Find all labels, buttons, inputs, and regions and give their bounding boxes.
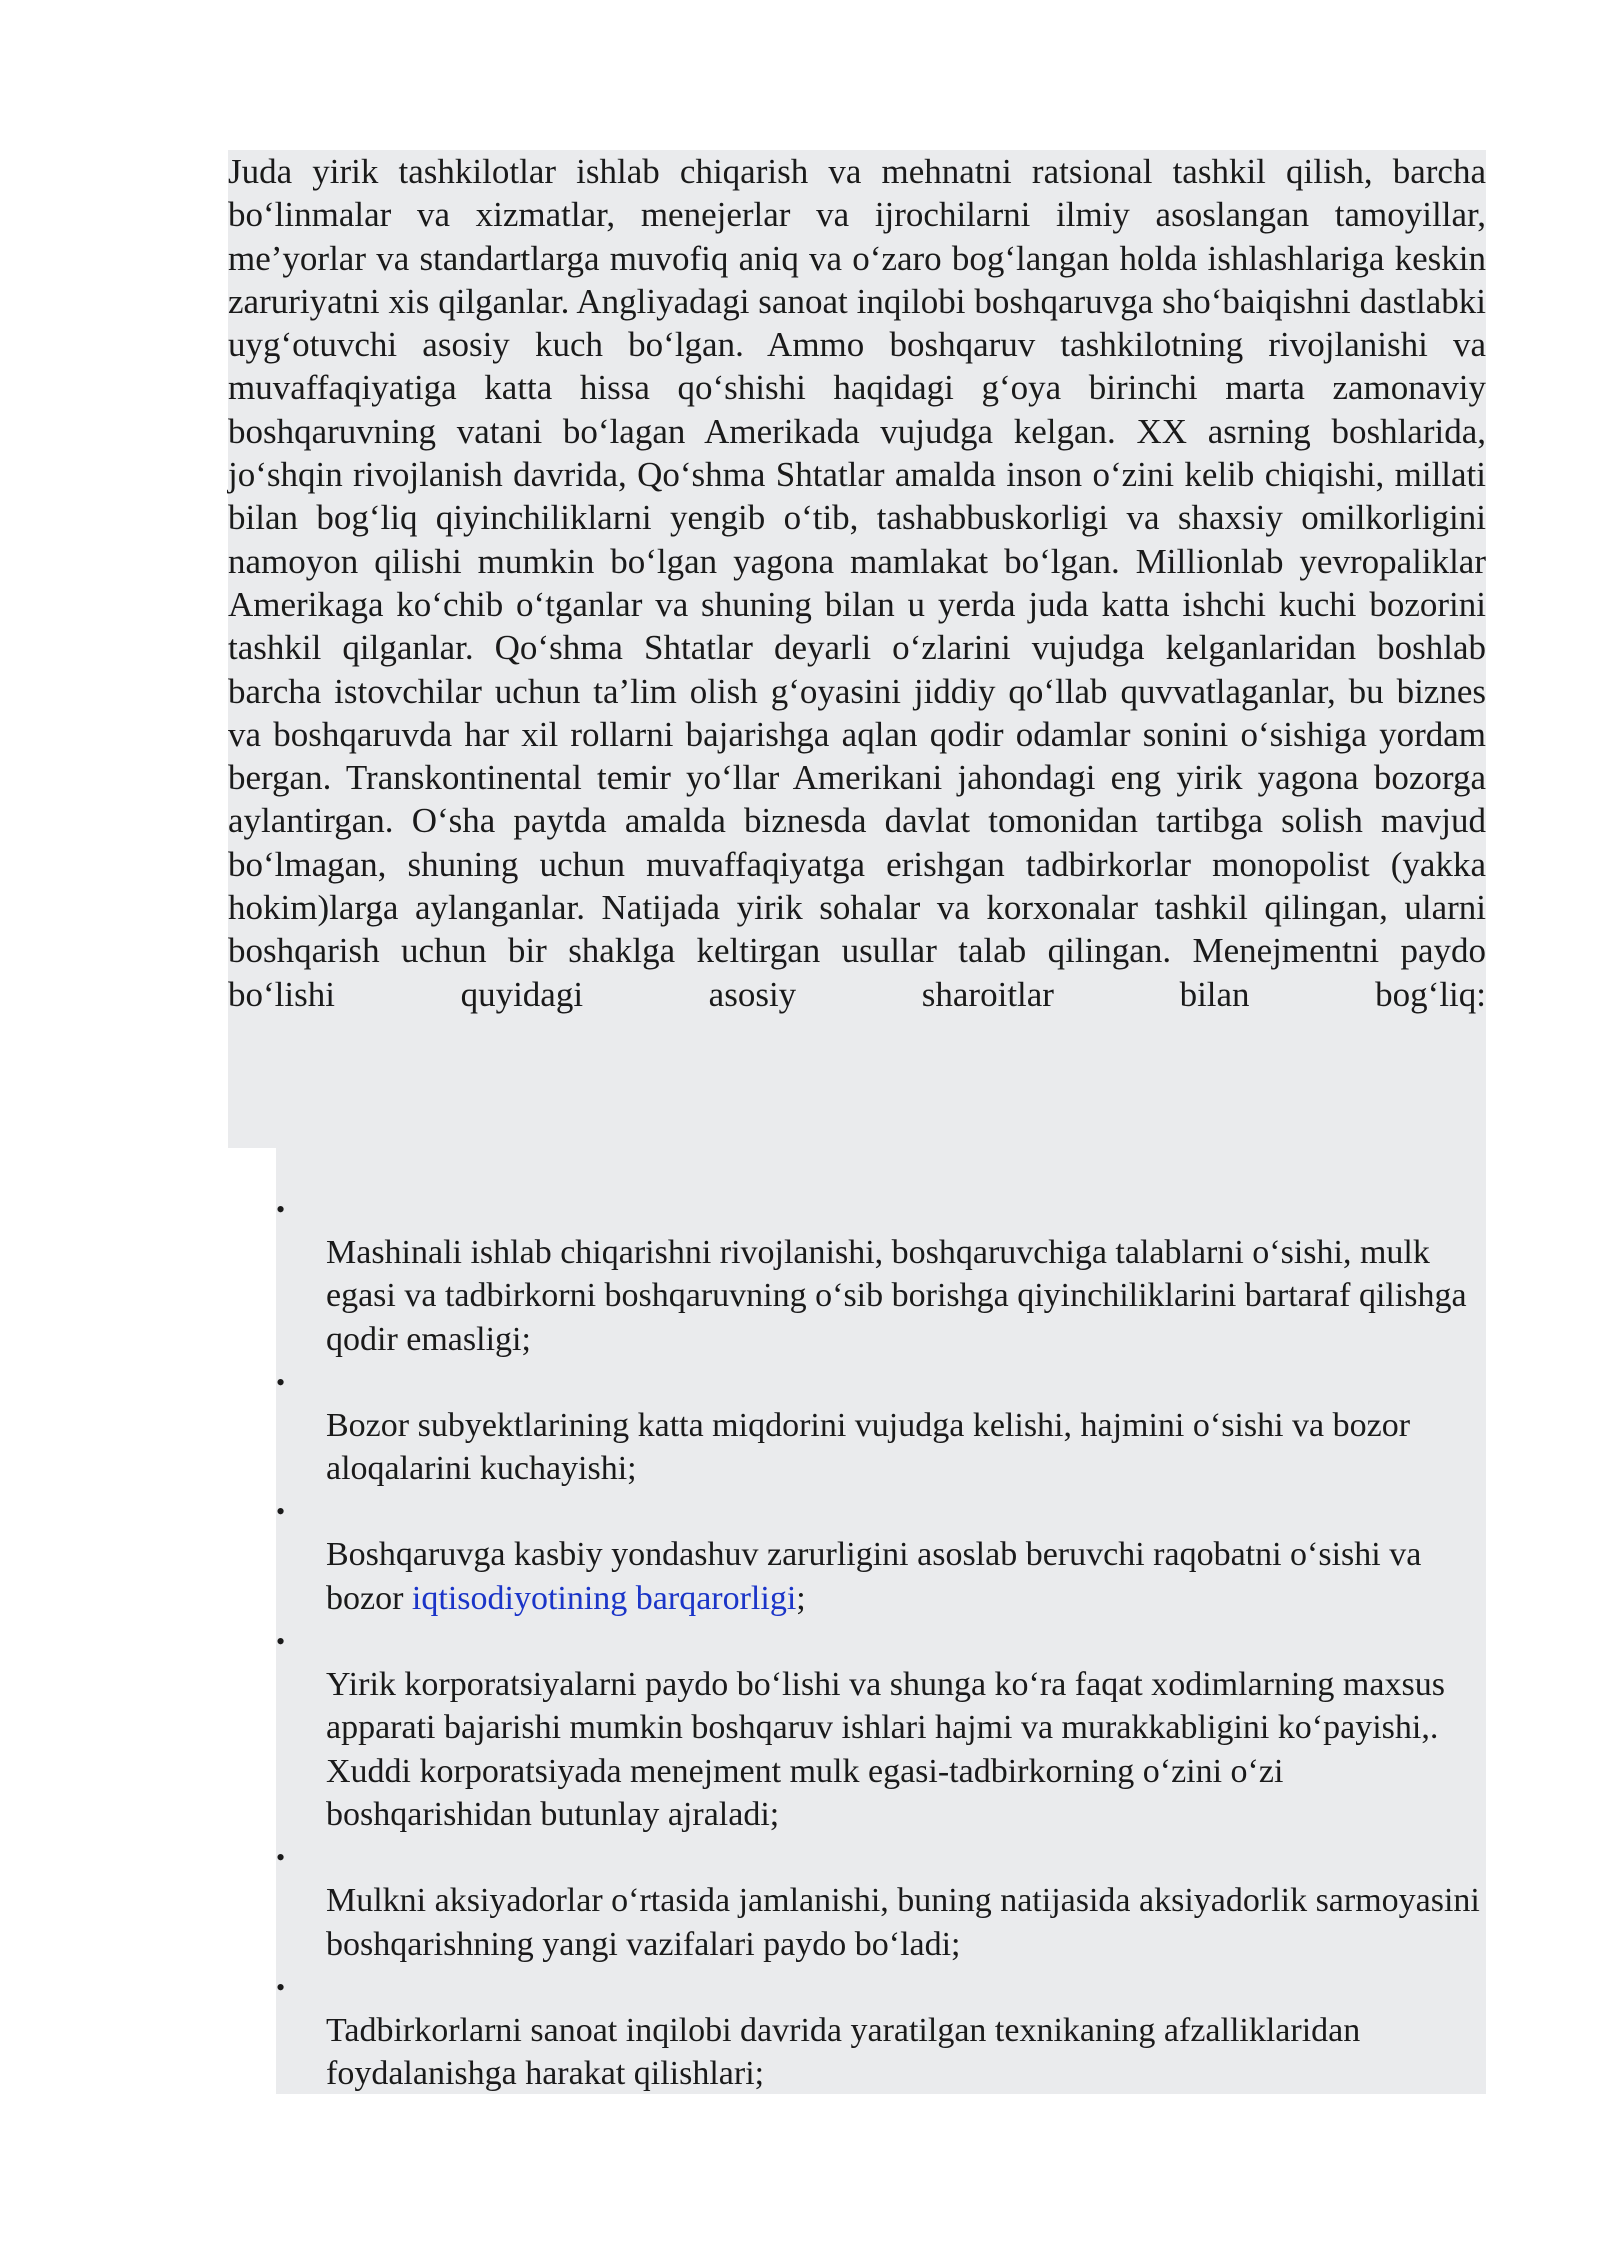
bullet-icon: • xyxy=(276,1627,286,1657)
list-item xyxy=(276,1620,1486,1836)
list-item xyxy=(276,1188,1486,1361)
list-item xyxy=(276,1966,1486,2096)
list-item-text: Mashinali ishlab chiqarishni rivojlanishi, boshqaruvchiga talablarni o‘sishi, mulk egasi va tadbirkorni boshqaruvning o‘sib borishga qiyinchiliklarini bartaraf qilishga qodir emasligi; xyxy=(326,1234,1467,1358)
bullet-list xyxy=(276,1188,1486,2095)
list-item-text: Yirik korporatsiyalarni paydo bo‘lishi va shunga ko‘ra faqat xodimlarning maxsus apparati bajarishi mumkin boshqaruv ishlari hajmi va murakkabligini ko‘payishi,. Xuddi korporatsiyada menejment mulk egasi-tadbirkorning o‘zini o‘zi boshqarishidan butunlay ajraladi; xyxy=(326,1666,1445,1833)
bullet-icon: • xyxy=(276,1972,286,2002)
body-paragraph xyxy=(228,150,1486,1016)
intro-line: Menejmentni paydo bo‘lishi quyidagi asosiy sharoitlar bilan bog‘liq: xyxy=(228,931,1487,1014)
list-item-text: Tadbirkorlarni sanoat inqilobi davrida yaratilgan texnikaning afzalliklaridan foydalanishga harakat qilishlari; xyxy=(326,2011,1361,2093)
paragraph-text: Juda yirik tashkilotlar ishlab chiqarish va mehnatni ratsional tashkil qilish, barcha bo‘linmalar va xizmatlar, menejerlar va ijrochilarni ilmiy asoslangan tamoyillar, me’yorlar va standartlarga muvofiq aniq va o‘zaro bog‘langan holda ishlashlariga keskin zaruriyatni xis qilganlar. Angliyadagi sanoat inqilobi boshqaruvga sho‘baiqishni dastlabki uyg‘otuvchi asosiy kuch bo‘lgan. Ammo boshqaruv tashkilotning rivojlanishi va muvaffaqiyatiga katta hissa qo‘shishi haqidagi g‘oya birinchi marta zamonaviy boshqaruvning vatani bo‘lagan Amerikada vujudga kelgan. XX asrning boshlarida, jo‘shqin rivojlanish davrida, Qo‘shma Shtatlar amalda inson o‘zini kelib chiqishi, millati bilan bog‘liq qiyinchiliklarni yengib o‘tib, tashabbuskorligi va shaxsiy omilkorligini namoyon qilishi mumkin bo‘lgan yagona mamlakat bo‘lgan. Millionlab yevropaliklar Amerikaga ko‘chib o‘tganlar va shuning bilan u yerda juda katta ishchi kuchi bozorini tashkil qilganlar. Qo‘shma Shtatlar deyarli o‘zlarini vujudga kelganlaridan boshlab barcha istovchilar uchun ta’lim olish g‘oyasini jiddiy qo‘llab quvvatlaganlar, bu biznes va boshqaruvda har xil rollarni bajarishga aqlan qodir odamlar sonini o‘sishiga yordam bergan. Transkontinental temir yo‘llar Amerikani jahondagi eng yirik yagona bozorga aylantirgan. O‘sha paytda amalda biznesda davlat tomonidan tartibga solish mavjud bo‘lmagan, shuning uchun muvaffaqiyatga erishgan tadbirkorlar monopolist (yakka hokim)larga aylanganlar. Natijada yirik sohalar va korxonalar tashkil qilingan, ularni boshqarish uchun bir shaklga keltirgan usullar talab qilingan. xyxy=(228,152,1486,971)
list-item-text-after: ; xyxy=(796,1579,806,1617)
bullet-icon: • xyxy=(276,1843,286,1873)
bullet-icon: • xyxy=(276,1367,286,1397)
list-item xyxy=(276,1361,1486,1491)
economy-stability-link[interactable]: iqtisodiyotining barqarorligi xyxy=(411,1579,797,1617)
list-item xyxy=(276,1836,1486,1966)
list-item xyxy=(276,1490,1486,1620)
bullet-icon: • xyxy=(276,1497,286,1527)
list-item-text: Mulkni aksiyadorlar o‘rtasida jamlanishi, buning natijasida aksiyadorlik sarmoyasini boshqarishning yangi vazifalari paydo bo‘ladi; xyxy=(326,1882,1480,1963)
paragraph-block xyxy=(228,150,1486,1148)
bullet-list-block xyxy=(276,1148,1486,2094)
list-item-text: Bozor subyektlarining katta miqdorini vujudga kelishi, hajmini o‘sishi va bozor aloqalarini kuchayishi; xyxy=(326,1406,1411,1488)
bullet-icon: • xyxy=(276,1195,286,1224)
list-item-text-before: Boshqaruvga kasbiy yondashuv zarurligini asoslab beruvchi raqobatni o‘sishi va bozor xyxy=(326,1536,1422,1617)
